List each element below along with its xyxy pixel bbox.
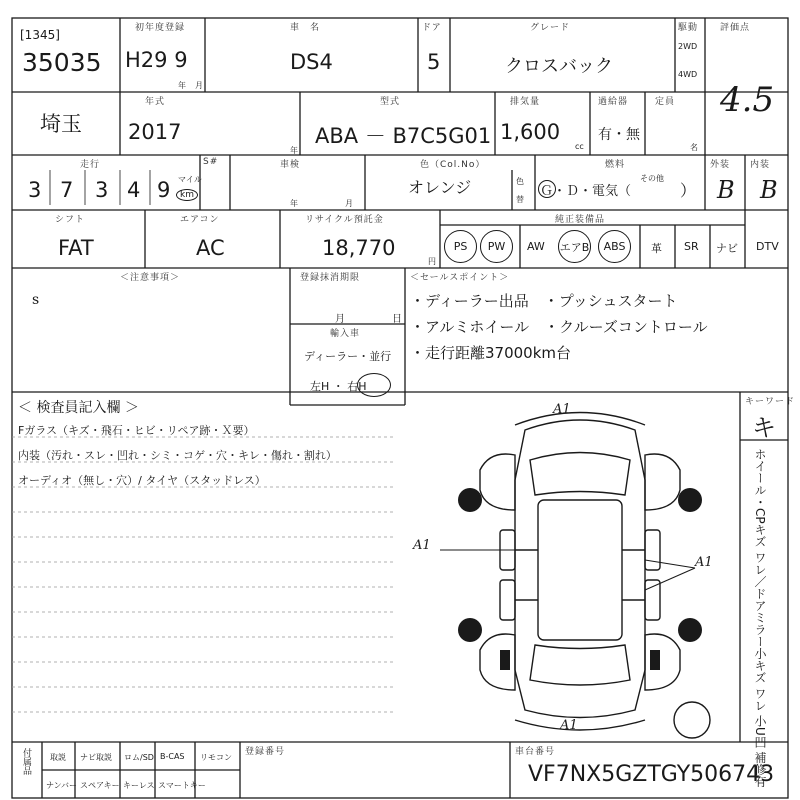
doors-value: 5 <box>427 50 441 74</box>
color-value: オレンジ <box>408 178 472 197</box>
shift-label: シフト <box>55 215 86 225</box>
registration-day: 日 <box>392 314 402 325</box>
inspector-header: ＜ 検査員記入欄 ＞ <box>18 400 139 416</box>
year-label-2: 年式 <box>145 97 166 107</box>
registration-deadline-label: 登録抹消期限 <box>300 273 361 283</box>
capacity-unit: 名 <box>690 143 698 152</box>
equipment-dtv: DTV <box>756 240 779 253</box>
import-label: 輸入車 <box>330 329 361 339</box>
acc-bcas: B-CAS <box>160 752 185 761</box>
equipment-aw: AW <box>527 240 545 253</box>
first-registration: H29 9 <box>125 48 188 72</box>
grade-value: クロスバック <box>505 56 613 77</box>
car-name-label: 車 名 <box>290 23 321 33</box>
fuel-value: Ｇ・Ｄ・電気（ <box>540 184 632 199</box>
sales-point-3: ・走行距離37000km台 <box>410 344 572 362</box>
sales-point-1: ・ディーラー出品 ・プッシュスタート <box>410 292 678 310</box>
score-label: 評価点 <box>720 23 751 33</box>
car-diagram <box>430 400 730 740</box>
fuel-close: ） <box>680 181 697 200</box>
mileage-digit-1: 3 <box>28 178 42 202</box>
acc-navi-manual: ナビ取説 <box>80 753 112 762</box>
mileage-digit-2: 7 <box>60 178 74 202</box>
notes-label: ＜注意事項＞ <box>120 273 181 283</box>
acc-spare-key: スペアキー <box>80 781 120 790</box>
drive-2wd: 2WD <box>678 42 698 51</box>
inspector-line-interior: 内装（汚れ・スレ・凹れ・シミ・コゲ・穴・キレ・傷れ・割れ） <box>18 449 337 462</box>
keyword-label: キーワード <box>745 397 796 407</box>
acc-remote: リモコン <box>200 753 232 762</box>
cc-unit: cc <box>575 142 584 151</box>
model-code: ABA － B7C5G01 <box>315 124 492 148</box>
equipment-navi: ナビ <box>716 242 738 255</box>
equipment-abs: ABS <box>598 230 631 263</box>
color-change-2: 替 <box>516 195 524 204</box>
drive-label: 駆動 <box>678 23 699 33</box>
interior-grade: B <box>760 176 778 204</box>
score-value: 4.5 <box>720 80 775 120</box>
notes-scribble: s <box>32 292 40 308</box>
steering-selected-circle <box>357 373 391 397</box>
chassis-number: VF7NX5GZTGY506743 <box>528 762 775 787</box>
month-label: 月 <box>195 81 203 90</box>
fuel-label: 燃料 <box>605 160 626 170</box>
aircon-label: エアコン <box>180 215 220 225</box>
model-label: 型式 <box>380 97 401 107</box>
recycle-label: リサイクル預託金 <box>305 215 384 225</box>
first-reg-label: 初年度登録 <box>135 23 186 33</box>
fuel-other: その他 <box>640 174 664 183</box>
sw-label: S# <box>203 157 219 167</box>
chassis-no-label: 車台番号 <box>515 747 556 757</box>
steering-value: 左H ・ 右H <box>310 380 367 393</box>
shift-value: FAT <box>58 236 94 260</box>
drive-4wd: 4WD <box>678 70 698 79</box>
turbo-label: 過給器 <box>598 97 629 107</box>
displacement-value: 1,600 <box>500 120 561 144</box>
mark-left: A1 <box>413 538 431 553</box>
year-label: 年 <box>178 81 186 90</box>
registration-number: 35035 <box>22 48 102 77</box>
lot-number: [1345] <box>20 28 60 42</box>
inspector-line-glass: Fガラス（キズ・飛石・ヒビ・リペア跡・Ｘ要） <box>18 424 255 437</box>
acc-keyless: キーレス <box>123 781 155 790</box>
inspection-month: 月 <box>345 199 353 208</box>
model-year: 2017 <box>128 120 182 144</box>
gen-label: 年 <box>290 146 298 155</box>
mileage-digit-3: 3 <box>95 178 109 202</box>
aircon-value: AC <box>196 236 225 260</box>
recycle-fee: 18,770 <box>322 236 396 260</box>
inspection-year: 年 <box>290 199 298 208</box>
accessory-label: 付属品 <box>21 748 31 775</box>
acc-rom-sd: ロム/SD <box>124 753 154 762</box>
mark-front: A1 <box>553 402 571 417</box>
mark-rear: A1 <box>560 718 578 733</box>
color-label: 色（Col.No） <box>420 160 486 170</box>
recycle-unit: 円 <box>428 257 436 266</box>
purchase-value: ディーラー・並行 <box>304 350 392 363</box>
mileage-digit-5: 9 <box>157 178 171 202</box>
interior-label: 内装 <box>750 160 771 170</box>
capacity-label: 定員 <box>655 97 676 107</box>
mileage-label: 走行 <box>80 160 101 170</box>
displacement-label: 排気量 <box>510 97 541 107</box>
sales-point-2: ・アルミホイール ・クルーズコントロール <box>410 318 708 336</box>
mileage-unit-miles: マイル <box>178 175 202 184</box>
inspector-line-audio: オーディオ（無し・穴）/ タイヤ（スタッドレス） <box>18 474 266 487</box>
grade-label: グレード <box>530 23 571 33</box>
reg-no-label: 登録番号 <box>245 747 286 757</box>
side-note: ホイール・CPキズ ワレ／ドアミラー小キズ ワレ 小U凹 補修有 <box>753 448 767 788</box>
equipment-ps: PS <box>444 230 477 263</box>
equipment-pw: PW <box>480 230 513 263</box>
car-name: DS4 <box>290 50 333 74</box>
mileage-digit-4: 4 <box>127 178 141 202</box>
equipment-sr: SR <box>684 240 699 253</box>
acc-manual: 取説 <box>50 753 66 762</box>
keyword-value: キ <box>752 414 776 442</box>
door-label: ドア <box>422 23 442 33</box>
color-change-1: 色 <box>516 177 524 186</box>
mark-right: A1 <box>695 555 713 570</box>
acc-smart-key: スマートキー <box>158 781 206 790</box>
inspection-label: 車検 <box>280 160 301 170</box>
equipment-leather: 革 <box>651 242 662 255</box>
acc-number: ナンバー <box>46 781 78 790</box>
equipment-airbag: エアB <box>558 230 591 263</box>
sales-point-label: ＜セールスポイント＞ <box>410 273 510 283</box>
exterior-grade: B <box>717 176 735 204</box>
registration-month: 月 <box>335 314 345 325</box>
exterior-label: 外装 <box>710 160 731 170</box>
mileage-unit-km: km <box>176 189 198 201</box>
fuel-selected-circle <box>538 180 556 198</box>
equipment-label: 純正装備品 <box>555 215 606 225</box>
region-value: 埼玉 <box>40 112 82 136</box>
turbo-value: 有・無 <box>598 127 640 143</box>
